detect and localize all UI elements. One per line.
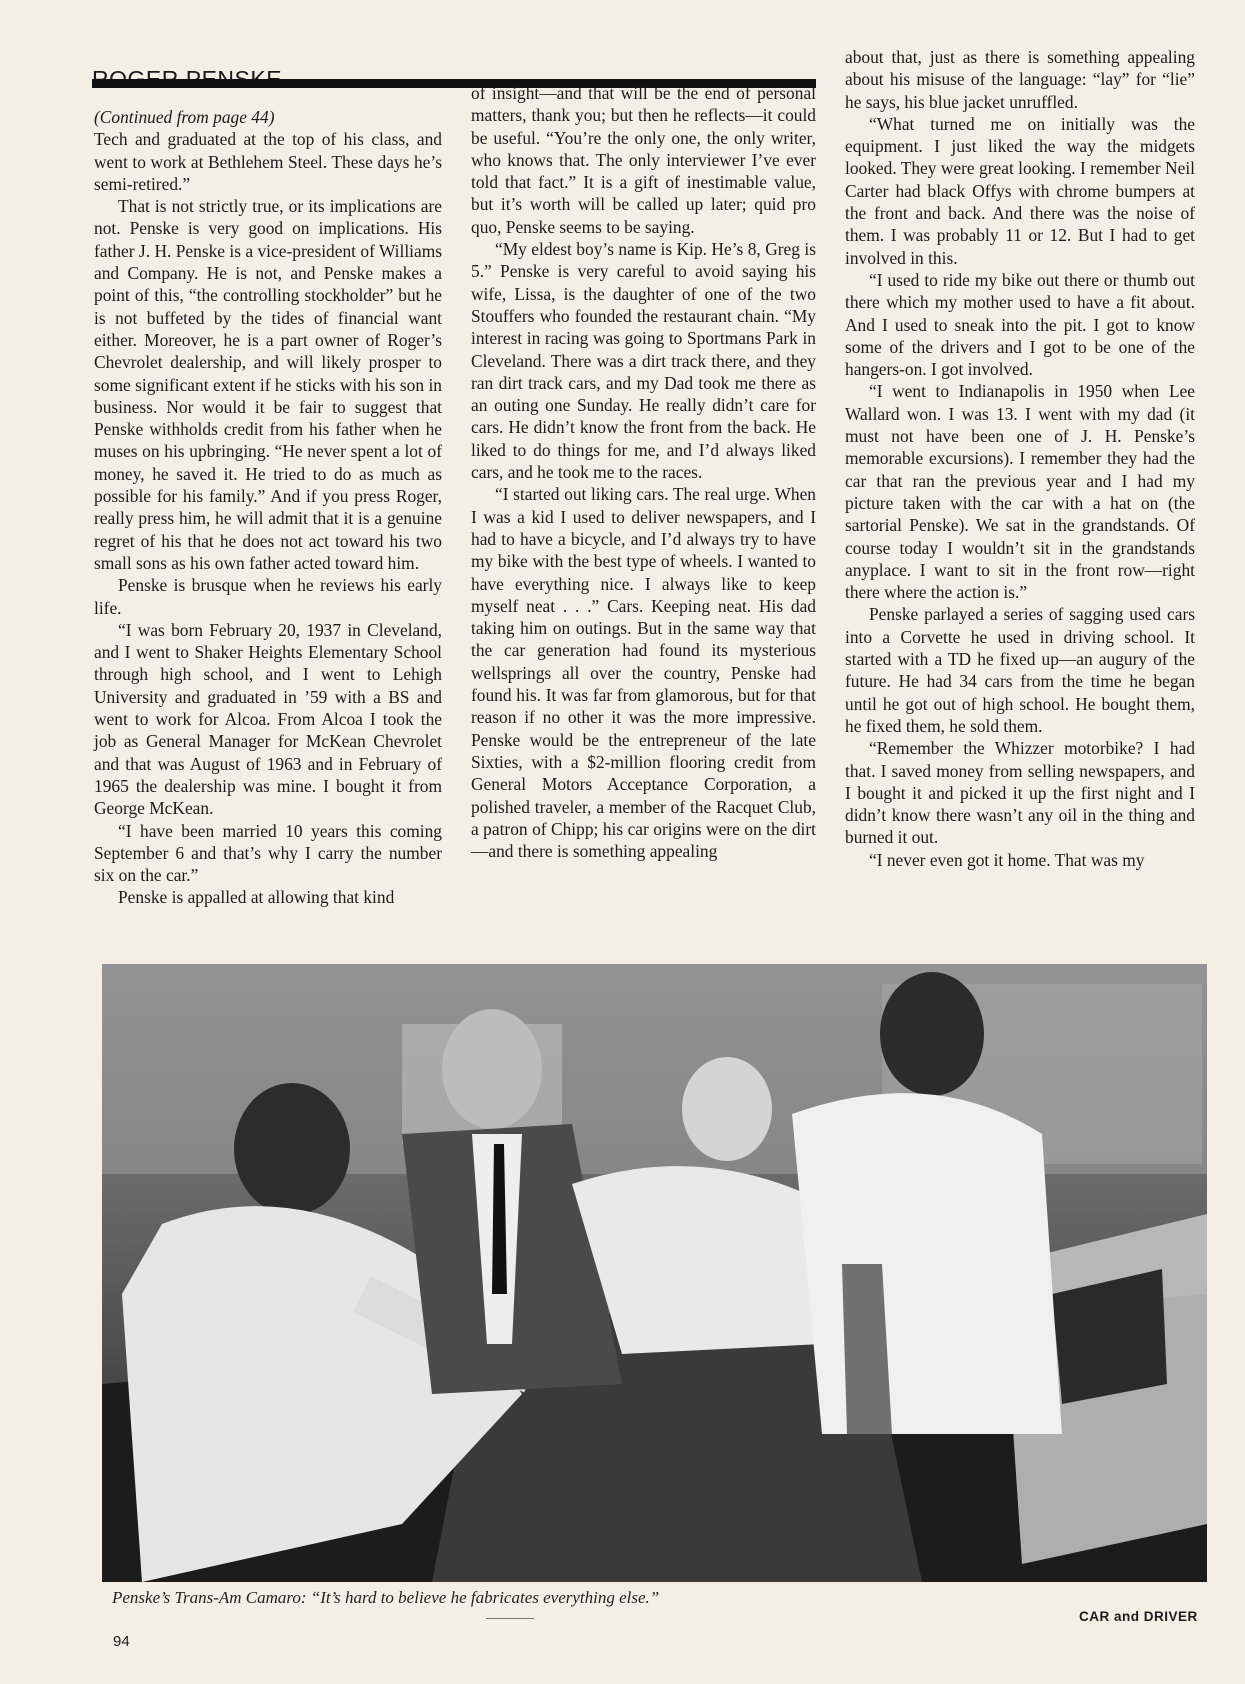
paragraph: Penske is brusque when he reviews his early life. [94, 575, 442, 618]
paragraph: Tech and graduated at the top of his class, and went to work at Bethlehem Steel. These days he’s semi-retired.” [94, 129, 442, 194]
paragraph: “I started out liking cars. The real urge. When I was a kid I used to deliver newspapers, and I had to have a bicycle, and I’d always try to have my bike with the best type of wheels. I wanted to have everything nice. I always like to keep myself neat . . .” Cars. Keeping neat. His dad taking him on outings. But in the same way that the car generation had found its mysterious wellsprings all over the country, Penske had found his. It was far from glamorous, but for that reason if no other it was the more impressive. Penske would be the entrepreneur of the late Sixties, with a $2-million flooring credit from General Motors Acceptance Corporation, a polished traveler, a member of the Racquet Club, a patron of Chipp; his car origins were on the dirt—and there is something appealing [471, 484, 816, 862]
paragraph: “Remember the Whizzer motorbike? I had that. I saved money from selling newspapers, and I bought it and picked it up the first night and I didn’t know there wasn’t any oil in the thing and burned it out. [845, 738, 1195, 848]
paragraph: That is not strictly true, or its implications are not. Penske is very good on implications. His father J. H. Penske is a vice-president of Williams and Company. He is not, and Penske makes a point of this, “the controlling stockholder” but he is not buffeted by the tides of financial want either. Moreover, he is a part owner of Roger’s Chevrolet dealership, and will likely prosper to some significant extent if he sticks with his son in business. Nor would it be fair to suggest that Penske withholds credit from his father when he muses on his upbringing. “He never spent a lot of money, he saved it. He tried to do as much as possible for his family.” And if you press Roger, really press him, he will admit that it is a genuine regret of his that he does not act toward his two small sons as his own father acted toward him. [94, 196, 442, 573]
page-number: 94 [113, 1633, 130, 1650]
paragraph: “I never even got it home. That was my [869, 849, 1145, 870]
paragraph: “I was born February 20, 1937 in Cleveland, and I went to Shaker Heights Elementary School through high school, and I went to Lehigh University and graduated in ’59 with a BS and went to work for Alcoa. From Alcoa I took the job as General Manager for McKean Chevrolet and that was August of 1963 and in February of 1965 the dealership was mine. I bought it from George McKean. [94, 619, 442, 819]
column-2 [471, 82, 816, 862]
paragraph: “I have been married 10 years this coming September 6 and that’s why I carry the number six on the car.” [94, 820, 442, 886]
paragraph: Penske is appalled at allowing that kind [118, 887, 395, 908]
magazine-name: CAR and DRIVER [1079, 1609, 1198, 1624]
paragraph: “I used to ride my bike out there or thumb out there which my mother used to have a fit about. And I used to sneak into the pit. I got to know some of the drivers and I got to be one of the hangers-on. I got involved. [845, 269, 1195, 380]
paragraph: Penske parlayed a series of sagging used cars into a Corvette he used in driving school. It started with a TD he fixed up—an augury of the future. He had 34 cars from the time he began until he got out of high school. He bought them, he fixed them, he sold them. [845, 604, 1195, 736]
continued-note: (Continued from page 44) [94, 107, 275, 127]
paragraph: of insight—and that will be the end of personal matters, thank you; but then he reflects—it could be useful. “You’re the only one, the only writer, who knows that. The only interviewer I’ve ever told that fact.” It is a gift of inestimable value, but it’s worth will be called up later; quid pro quo, Penske seems to be saying. [471, 83, 816, 237]
paragraph: “My eldest boy’s name is Kip. He’s 8, Greg is 5.” Penske is very careful to avoid saying his wife, Lissa, is the daughter of one of the two Stouffers who founded the restaurant chain. “My interest in racing was going to Sportmans Park in Cleveland. There was a dirt track there, and they ran dirt track cars, and my Dad took me there as an outing one Sunday. He really didn’t care for cars. He didn’t know the front from the back. He liked to do things for me, and I’d always liked cars, and he took me to the races. [471, 239, 816, 483]
paragraph: “What turned me on initially was the equipment. I just liked the way the midgets looked. They were great looking. I remember Neil Carter had black Offys with chrome bumpers at the front and back. And there was the noise of them. I was probably 11 or 12. But I had to get involved in this. [845, 113, 1195, 268]
photo-caption: Penske’s Trans-Am Camaro: “It’s hard to believe he fabricates everything else.” [112, 1588, 660, 1607]
column-3 [845, 46, 1195, 871]
paragraph: “I went to Indianapolis in 1950 when Lee Wallard won. I was 13. I went with my dad (it must not have been one of J. H. Penske’s memorable excursions). I remember they had the car that ran the previous year and I had my picture taken with the car with a hat on (the sartorial Penske). We sat in the grandstands. Of course today I wouldn’t sit in the grandstands anyplace. I want to sit in the front row—right there where the action is.” [845, 381, 1195, 603]
paragraph: about that, just as there is something appealing about his misuse of the language: “lay” for “lie” he says, his blue jacket unruffled. [845, 47, 1195, 112]
photo-camaro-workshop [102, 964, 1207, 1582]
column-1 [94, 106, 442, 909]
caption-rule [486, 1618, 534, 1619]
photo-illustration [102, 964, 1207, 1582]
